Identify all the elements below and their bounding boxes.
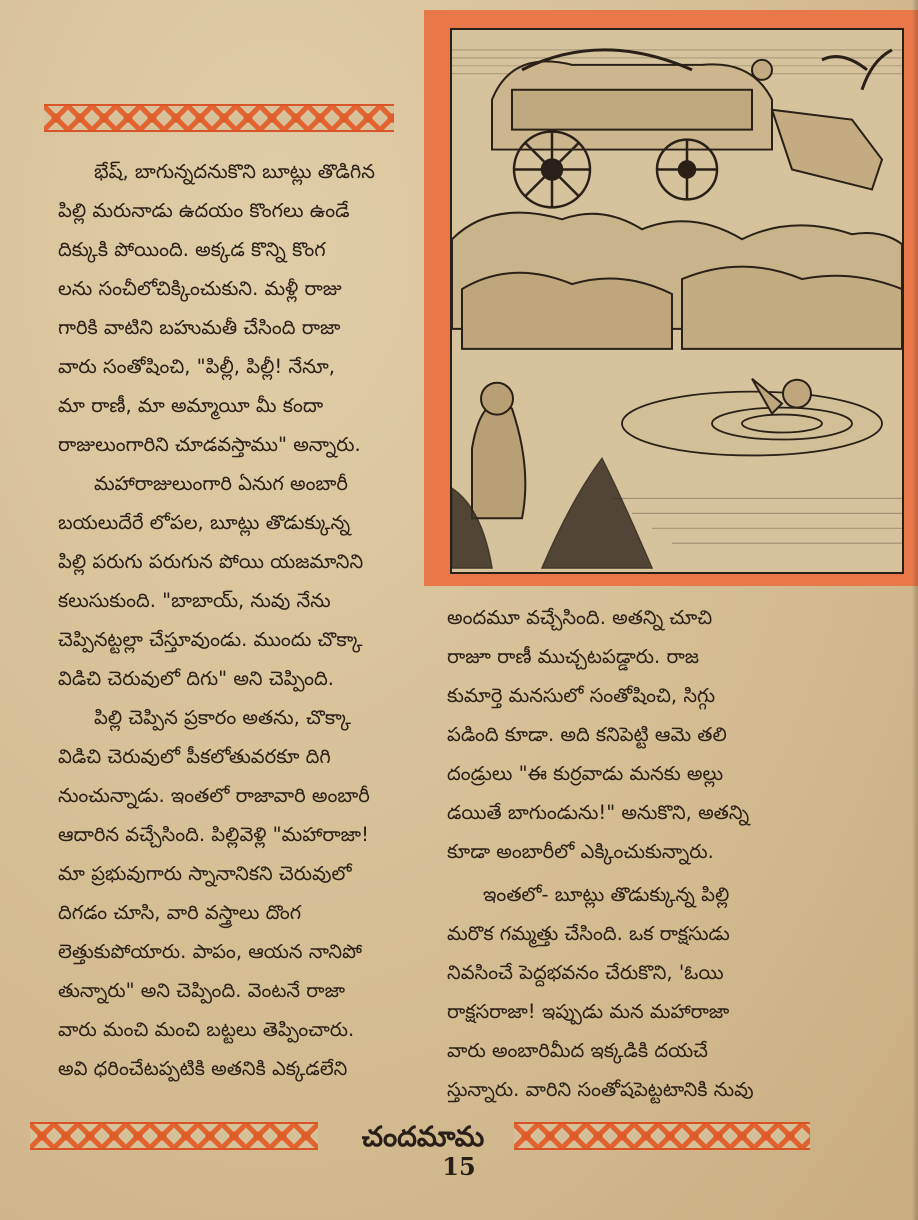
text-line: గారికి వాటిని బహుమతీ చేసింది రాజా bbox=[58, 316, 341, 339]
text-line: రాజూ రాణీ ముచ్చటపడ్డారు. రాజ bbox=[447, 645, 699, 668]
text-line: విడిచి చెరువులో పీకలోతువరకూ దిగి bbox=[58, 745, 331, 768]
paragraph bbox=[447, 875, 807, 1109]
footer-right-ornament-border bbox=[514, 1122, 810, 1150]
magazine-title: చందమామ bbox=[361, 1120, 485, 1153]
text-line: మహారాజులుంగారి ఏనుగ అంబారీ bbox=[94, 472, 348, 495]
text-line: ఇంతలో- బూట్లు తొడుక్కున్న పిల్లి bbox=[483, 883, 730, 906]
footer-left-ornament-border bbox=[30, 1122, 318, 1150]
text-line: వారు మంచి మంచి బట్టలు తెప్పించారు. bbox=[58, 1018, 355, 1041]
illustration-frame bbox=[424, 10, 918, 586]
text-line: పడింది కూడా. అది కనిపెట్టి ఆమె తలి bbox=[447, 723, 727, 746]
text-line: కుమార్తె మనసులో సంతోషించి, సిగ్గు bbox=[447, 684, 716, 707]
text-line: వారు సంతోషించి, "పిల్లీ, పిల్లీ! నేనూ, bbox=[58, 355, 335, 378]
text-line: మా ప్రభువుగారు స్నానానికని చెరువులో bbox=[58, 862, 352, 885]
carriage-pond-scene-image bbox=[452, 30, 902, 572]
page-number: 15 bbox=[442, 1152, 476, 1181]
text-line: దిగడం చూసి, వారి వస్త్రాలు దొంగ bbox=[58, 901, 302, 924]
text-line: లను సంచీలోచిక్కించుకుని. మళ్లీ రాజు bbox=[58, 277, 342, 300]
text-line: వారు అంబారిమీద ఇక్కడికి దయచే bbox=[447, 1039, 709, 1062]
text-line: పిల్లి పరుగు పరుగున పోయి యజమానిని bbox=[58, 550, 364, 573]
text-line: రాజులుంగారిని చూడవస్తాము" అన్నారు. bbox=[58, 433, 361, 456]
text-line: భేష్, బాగున్నదనుకొని బూట్లు తొడిగిన bbox=[94, 160, 375, 183]
text-line: పిల్లి చెప్పిన ప్రకారం అతను, చొక్కా bbox=[94, 706, 352, 729]
text-line: రాక్షసరాజా! ఇప్పుడు మన మహారాజా bbox=[447, 1000, 730, 1023]
paragraph bbox=[447, 598, 807, 871]
text-line: కలుసుకుంది. "బాబాయ్, నువు నేను bbox=[58, 589, 331, 612]
text-line: కూడా అంబారీలో ఎక్కించుకున్నారు. bbox=[447, 840, 714, 863]
paragraph bbox=[58, 698, 430, 1088]
text-line: స్తున్నారు. వారిని సంతోషపెట్టటానికి నువు bbox=[447, 1078, 754, 1101]
text-line: లెత్తుకుపోయారు. పాపం, ఆయన నానిపో bbox=[58, 940, 362, 963]
text-line: తున్నారు" అని చెప్పింది. వెంటనే రాజా bbox=[58, 979, 345, 1002]
paragraph bbox=[58, 464, 430, 698]
page-edge-shadow bbox=[912, 0, 918, 1220]
text-line: చెప్పినట్టల్లా చేస్తూవుండు. ముందు చొక్కా bbox=[58, 628, 363, 651]
text-line: పిల్లి మరునాడు ఉదయం కొంగలు ఉండే bbox=[58, 199, 350, 222]
text-line: మా రాణీ, మా అమ్మాయీ మీ కందా bbox=[58, 394, 324, 417]
text-line: ఆదారిన వచ్చేసింది. పిల్లివెళ్లి "మహారాజా! bbox=[58, 823, 369, 846]
top-left-ornament-border bbox=[44, 104, 394, 132]
left-text-column bbox=[58, 152, 430, 1088]
right-text-column bbox=[447, 598, 807, 1109]
text-line: అందమూ వచ్చేసింది. అతన్ని చూచి bbox=[447, 606, 713, 629]
text-line: నివసించే పెద్దభవనం చేరుకొని, 'ఓయి bbox=[447, 961, 724, 984]
paragraph bbox=[58, 152, 430, 464]
text-line: నుంచున్నాడు. ఇంతలో రాజావారి అంబారీ bbox=[58, 784, 370, 807]
text-line: దండ్రులు "ఈ కుర్రవాడు మనకు అల్లు bbox=[447, 762, 724, 785]
text-line: అవి ధరించేటప్పటికి అతనికి ఎక్కడలేని bbox=[58, 1057, 348, 1080]
text-line: మరొక గమ్మత్తు చేసింది. ఒక రాక్షసుడు bbox=[447, 922, 730, 945]
text-line: డయితే బాగుండును!" అనుకొని, అతన్ని bbox=[447, 801, 750, 824]
text-line: బయలుదేరే లోపల, బూట్లు తొడుక్కున్న bbox=[58, 511, 351, 534]
story-illustration bbox=[450, 28, 904, 574]
text-line: విడిచి చెరువులో దిగు" అని చెప్పింది. bbox=[58, 667, 334, 690]
text-line: దిక్కుకి పోయింది. అక్కడ కొన్ని కొంగ bbox=[58, 238, 326, 261]
